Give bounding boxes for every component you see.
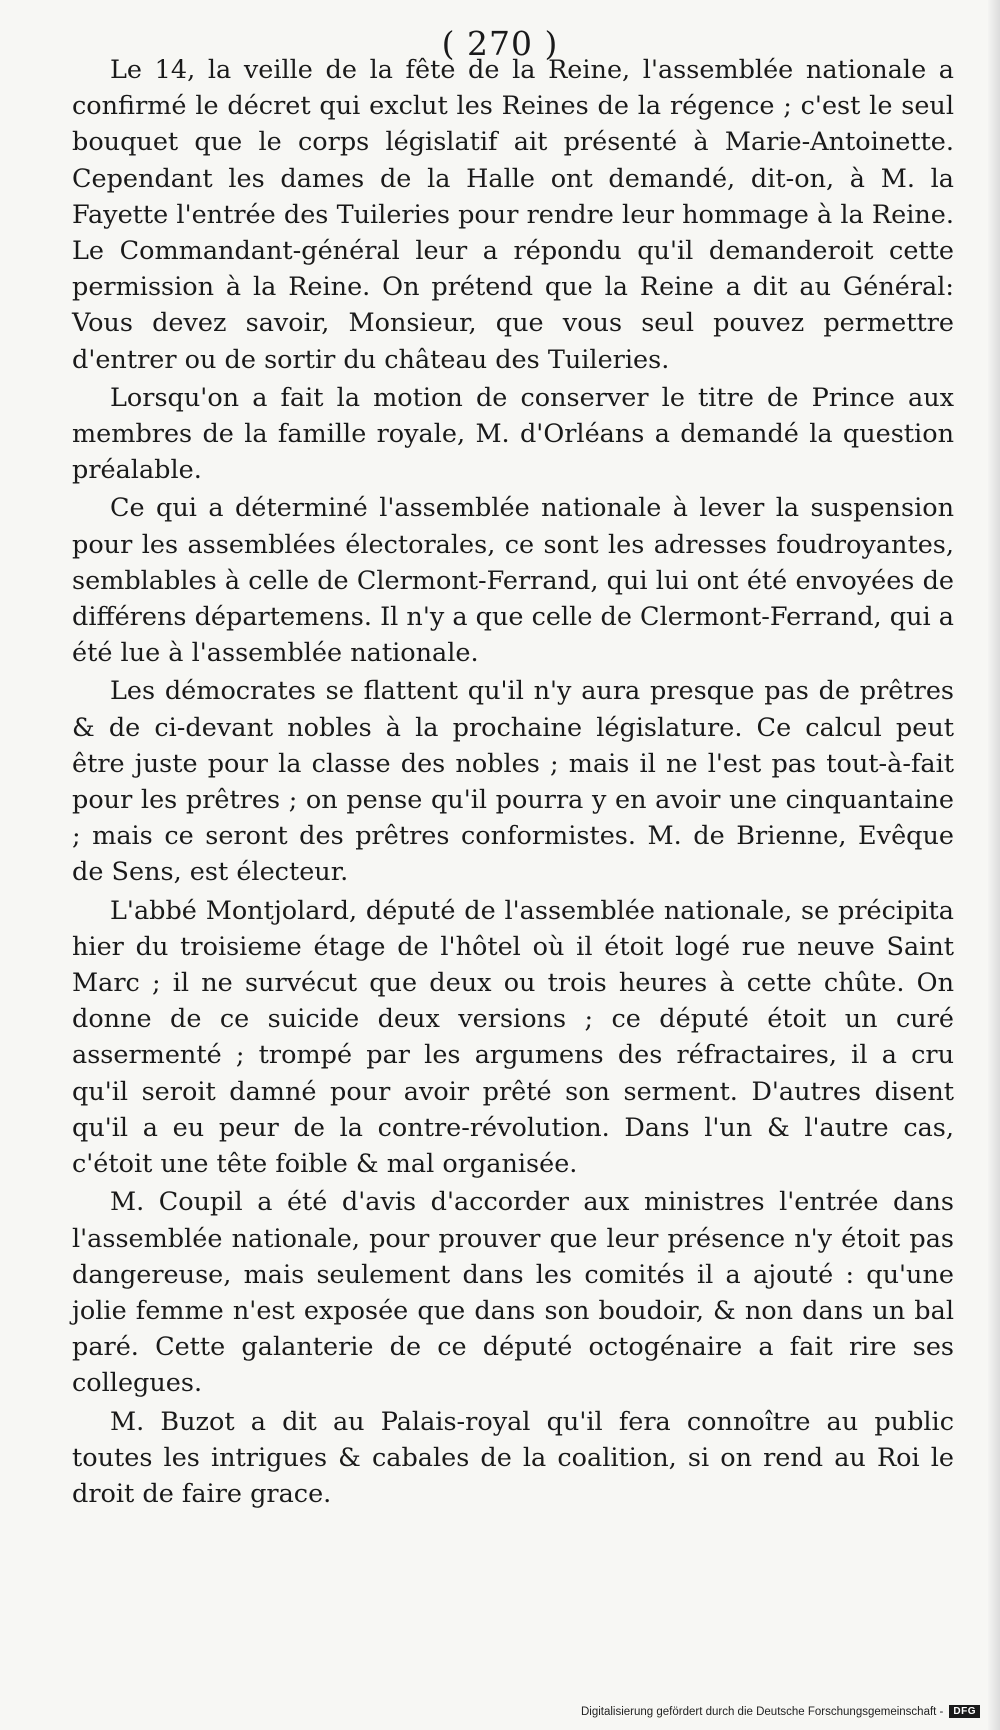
page-number: ( 270 ) [441,24,559,63]
paragraph: Le 14, la veille de la fête de la Reine, l'assemblée nationale a confirmé le décret qui exclut les Reines de la régence ; c'est le seul bouquet que le corps législatif ait présenté à Marie-Antoinette. Cependant les dames de la Halle ont demandé, dit-on, à M. la Fayette l'entrée des Tuileries pour rendre leur hommage à la Reine. Le Commandant-général leur a répondu qu'il demanderoit cette permission à la Reine. On prétend que la Reine a dit au Général: Vous devez savoir, Monsieur, que vous seul pouvez permettre d'entrer ou de sortir du château des Tuileries. [72,55,954,375]
paragraph: M. Coupil a été d'avis d'accorder aux ministres l'entrée dans l'assemblée nationale, pour prouver que leur présence n'y étoit pas dangereuse, mais seulement dans les comités il a ajouté : qu'une jolie femme n'est exposée que dans son boudoir, & non dans un bal paré. Cette galanterie de ce député octogénaire a fait rire ses collegues. [72,1187,954,1399]
credit-text: Digitalisierung gefördert durch die Deutsche Forschungsgemeinschaft - [580,1705,944,1718]
article-body [72,52,954,1512]
page-edge-shadow [988,0,1000,1730]
paragraph: M. Buzot a dit au Palais-royal qu'il fera connoître au public toutes les intrigues & cabales de la coalition, si on rend au Roi le droit de faire grace. [72,1406,954,1509]
dfg-logo: DFG [949,1705,980,1718]
paragraph: Lorsqu'on a fait la motion de conserver le titre de Prince aux membres de la famille royale, M. d'Orléans a demandé la question préalable. [72,382,954,486]
digitization-credit [581,1705,980,1718]
paragraph: Les démocrates se flattent qu'il n'y aura presque pas de prêtres & de ci-devant nobles à la prochaine législature. Ce calcul peut être juste pour la classe des nobles ; mais il ne l'est pas tout-à-fait pour les prêtres ; on pense qu'il pourra y en avoir une cinquantaine ; mais ce seront des prêtres conformistes. M. de Brienne, Evêque de Sens, est électeur. [72,676,954,888]
paragraph: Ce qui a déterminé l'assemblée nationale à lever la suspension pour les assemblées électorales, ce sont les adresses foudroyantes, semblables à celle de Clermont-Ferrand, qui lui ont été envoyées de différens départemens. Il n'y a que celle de Clermont-Ferrand, qui a été lue à l'assemblée nationale. [72,493,954,669]
paragraph: L'abbé Montjolard, député de l'assemblée nationale, se précipita hier du troisieme étage de l'hôtel où il étoit logé rue neuve Saint Marc ; il ne survécut que deux ou trois heures à cette chûte. On donne de ce suicide deux versions ; ce député étoit un curé assermenté ; trompé par les argumens des réfractaires, il a cru qu'il seroit damné pour avoir prêté son serment. D'autres disent qu'il a eu peur de la contre-révolution. Dans l'un & l'autre cas, c'étoit une tête foible & mal organisée. [72,895,954,1180]
